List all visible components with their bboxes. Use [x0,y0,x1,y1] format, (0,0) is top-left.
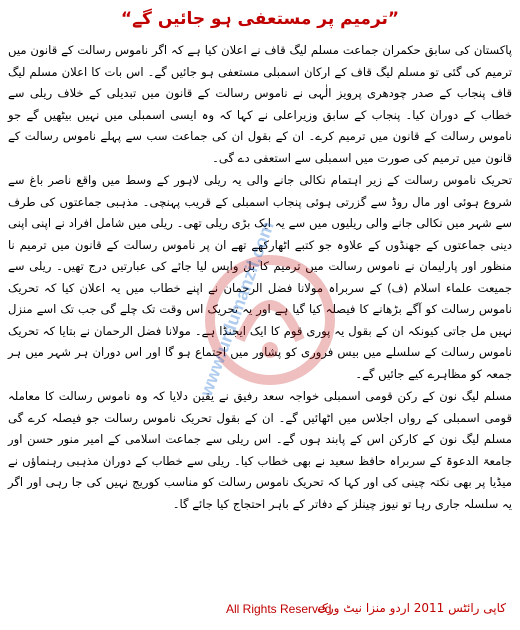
headline: ”ترمیم پر مستعفی ہو جائیں گے“ [120,9,400,29]
all-rights-reserved: All Rights Reserved [226,602,332,616]
footer [0,601,520,623]
paragraph-2: تحریک ناموس رسالت کے زیر اہتمام نکالی جانے والی یہ ریلی لاہور کے وسط میں واقع ناصر باغ سے شروع ہوئی اور مال روڈ سے گزرتی ہوئی پنجاب اسمبلی کے قریب پہنچی۔ مذہبی جماعتوں کی طرف سے شہر میں نکالی جانے والی ریلیوں میں سے یہ ایک بڑی ریلی تھی۔ ریلی میں شامل افراد نے اپنی اپنی دینی جماعتوں کے جھنڈوں کے علاوہ جو کتبے اٹھارکھے تھے ان پر ناموس رسالت کے قانون میں ترمیم نا منظور اور پارلیمان نے ناموس رسالت میں ترمیم کا بل واپس لیا جائے کی عبارتیں درج تھیں۔ ریلی سے جمیعت علماء اسلام (ف) کے سربراہ مولانا فضل الرحمان نے اپنے خطاب میں یہ اعلان کیا کہ تحریک ناموس رسالت کو آگے بڑھانے کا فیصلہ کیا گیا ہے اور یہ تحریک اس وقت تک چلے گی جب تک اسے منزل نہیں مل جاتی کیونکہ ان کے بقول یہ پوری قوم کا ایک ایجنڈا ہے۔ مولانا فضل الرحمان نے بتایا کہ تحریک ناموس رسالت کے سلسلے میں بیس فروری کو پشاور میں اجتماع ہو گا اور اس دوران ہر شہر میں ہر جمعہ کو مظاہرے کیے جائیں گے۔ [8,173,512,381]
paragraph-3: مسلم لیگ نون کے رکن قومی اسمبلی خواجہ سعد رفیق نے یقین دلایا کہ وہ ناموس رسالت کا معاملہ قومی اسمبلی کے رواں اجلاس میں اٹھائیں گے۔ ان کے بقول تحریک ناموس رسالت جو فیصلہ کرے گی مسلم لیگ نون کے کارکن اس کے پابند ہوں گے۔ اس ریلی سے جماعت اسلامی کے امیر منور حسن اور جامعۃ الدعوۃ کے سربراہ حافظ سعید نے بھی خطاب کیا۔ ریلی سے خطاب کے دوران مذہبی رہنماؤں نے میڈیا پر بھی نکتہ چینی کی اور کہا کہ تحریک ناموس رسالت کو مناسب کوریج نہیں کی جا رہی اور اگر یہ سلسلہ جاری رہا تو نیوز چینلز کے دفاتر کے باہر احتجاج کیا جائے گا۔ [8,389,512,511]
paragraph-1: پاکستان کی سابق حکمران جماعت مسلم لیگ قاف نے اعلان کیا ہے کہ اگر ناموس رسالت کے قانون میں ترمیم کی گئی تو مسلم لیگ قاف کے ارکان اسمبلی مستعفی ہو جائیں گے۔ اس بات کا اعلان مسلم لیگ قاف پنجاب کے صدر چودھری پرویز الٰہی نے ناموس رسالت کے قانون میں تبدیلی کے خلاف ریلی سے خطاب کے دوران کیا۔ پنجاب کے سابق وزیراعلی نے کہا کہ وہ ایسی اسمبلی میں نہیں بیٹھیں گے جو ناموس رسالت کے قانون میں ترمیم کرے۔ ان کے بقول ان کی جماعت سب سے پہلے ناموس رسالت کے قانون میں ترمیم کی صورت میں اسمبلی سے استعفی دے گی۔ [8,43,512,165]
watermark-url: www.urdumanzil.com [196,218,278,399]
article-body [8,40,512,516]
copyright-text: کاپی رائٹس 2011 اردو منزا نیٹ ورک [317,601,506,615]
